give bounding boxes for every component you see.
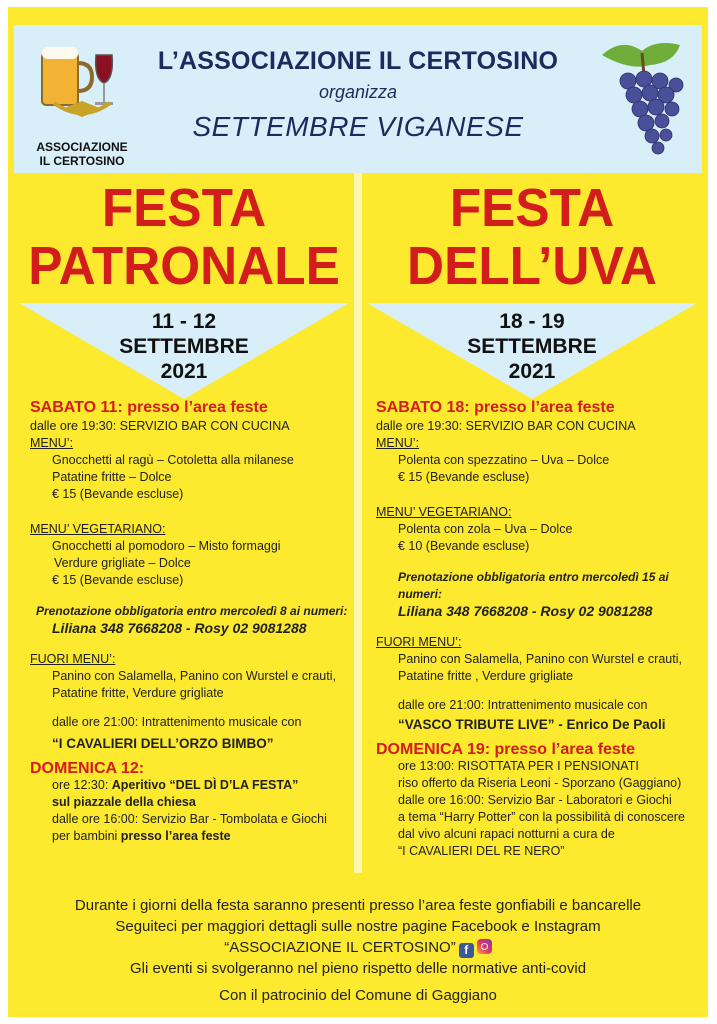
footer-line-social: Seguiteci per maggiori dettagli sulle nostre pagine Facebook e Instagram: [115, 918, 601, 935]
left-day2-aperitivo: Aperitivo “DEL DÌ D’LA FESTA”: [111, 778, 299, 792]
left-veg-item: Verdure grigliate – Dolce: [54, 556, 191, 570]
right-day2-riso: riso offerto da Riseria Leoni - Sporzano (Gaggiano): [398, 776, 682, 790]
header-band: [14, 25, 702, 173]
left-day2-heading: DOMENICA 12:: [30, 760, 145, 777]
left-festa-title: [23, 179, 346, 295]
left-fuori-item: Panino con Salamella, Panino con Wurstel e crauti,: [52, 669, 336, 683]
right-title-line2: DELL’UVA: [407, 236, 657, 296]
right-menu-label: MENU’:: [376, 436, 420, 450]
event-name: SETTEMBRE VIGANESE: [192, 111, 524, 142]
right-music-line: dalle ore 21:00: Intrattenimento musicale con: [398, 698, 648, 712]
left-date-month: SETTEMBRE: [119, 335, 249, 358]
right-reservation-note: Prenotazione obbligatoria entro mercoledì 15 ai numeri:: [398, 570, 669, 601]
right-day2-cavalieri: “I CAVALIERI DEL RE NERO”: [398, 844, 565, 858]
right-day2-risottata: ore 13:00: RISOTTATA PER I PENSIONATI: [398, 759, 639, 773]
right-fuori-menu-label: FUORI MENU’:: [376, 635, 462, 649]
footer-line-patrocinio: Con il patrocinio del Comune di Gaggiano: [219, 987, 497, 1004]
left-date-banner: [19, 303, 349, 399]
left-veg-item: Gnocchetti al pomodoro – Misto formaggi: [52, 539, 281, 553]
right-fuori-item: Patatine fritte , Verdure grigliate: [398, 669, 574, 683]
right-date-days: 18 - 19: [499, 310, 565, 333]
right-date-banner: [367, 303, 697, 399]
left-day1-bar: dalle ore 19:30: SERVIZIO BAR CON CUCINA: [30, 419, 290, 433]
organizza-text: organizza: [318, 82, 398, 102]
left-day2-kids: per bambini: [52, 829, 121, 843]
footer-line-covid: Gli eventi si svolgeranno nel pieno rispetto delle normative anti-covid: [129, 960, 587, 977]
left-title-line2: PATRONALE: [28, 236, 340, 296]
right-title-line1: FESTA: [449, 178, 615, 238]
right-music-band: “VASCO TRIBUTE LIVE”: [398, 717, 555, 732]
left-date-days: 11 - 12: [151, 310, 217, 333]
right-day1-heading: SABATO 18: presso l’area feste: [376, 399, 615, 416]
left-music-band: “I CAVALIERI DELL’ORZO BIMBO”: [52, 736, 274, 751]
left-reservation-phones: Liliana 348 7668208 - Rosy 02 9081288: [52, 620, 307, 636]
logo-text-line2: IL CERTOSINO: [39, 154, 125, 167]
poster: [8, 7, 708, 1017]
left-day2-location: sul piazzale della chiesa: [52, 795, 196, 809]
left-menu-price: € 15 (Bevande escluse): [52, 487, 184, 501]
right-reservation-phones: Liliana 348 7668208 - Rosy 02 9081288: [398, 603, 653, 619]
logo-text-line1: ASSOCIAZIONE: [36, 140, 128, 154]
right-day1-bar: dalle ore 19:30: SERVIZIO BAR CON CUCINA: [376, 419, 636, 433]
left-fuori-menu-label: FUORI MENU’:: [30, 652, 116, 666]
left-day2-area: presso l’area feste: [120, 829, 231, 843]
left-menu-label: MENU’:: [30, 436, 74, 450]
right-veg-item: Polenta con zola – Uva – Dolce: [398, 522, 573, 536]
right-day2-afternoon: dalle ore 16:00: Servizio Bar - Laboratori e Giochi: [398, 793, 672, 807]
left-program: [30, 399, 360, 845]
right-day2-rapaci: dal vivo alcuni rapaci notturni a cura de: [398, 827, 615, 841]
left-day2-afternoon: dalle ore 16:00: Servizio Bar - Tombolata e Giochi: [52, 812, 327, 826]
grapes-icon: [592, 35, 692, 163]
left-veg-price: € 15 (Bevande escluse): [52, 573, 184, 587]
right-music-artist: - Enrico De Paoli: [554, 717, 666, 732]
left-date-year: 2021: [160, 360, 208, 383]
footer-association-name: “ASSOCIAZIONE IL CERTOSINO”: [224, 939, 456, 956]
left-day2-time: ore 12:30:: [52, 778, 112, 792]
left-column: [14, 173, 354, 399]
left-menu-item: Patatine fritte – Dolce: [52, 470, 172, 484]
right-veg-price: € 10 (Bevande escluse): [398, 539, 530, 553]
left-music-line: dalle ore 21:00: Intrattenimento musicale con: [52, 715, 302, 729]
left-menu-item: Gnocchetti al ragù – Cotoletta alla milanese: [52, 453, 294, 467]
right-fuori-item: Panino con Salamella, Panino con Wurstel e crauti,: [398, 652, 682, 666]
right-column: [362, 173, 702, 399]
right-festa-title: [371, 179, 694, 295]
facebook-icon[interactable]: f: [459, 943, 474, 958]
right-date-year: 2021: [508, 360, 556, 383]
right-date-month: SETTEMBRE: [467, 335, 597, 358]
left-title-line1: FESTA: [101, 178, 267, 238]
right-menu-price: € 15 (Bevande escluse): [398, 470, 530, 484]
left-fuori-item: Patatine fritte, Verdure grigliate: [52, 686, 224, 700]
left-veg-label: MENU’ VEGETARIANO:: [30, 522, 166, 536]
footer: [8, 895, 708, 1006]
right-program: [376, 399, 706, 860]
association-title: L’ASSOCIAZIONE IL CERTOSINO: [157, 47, 559, 75]
instagram-icon[interactable]: [477, 939, 492, 954]
left-reservation-note: Prenotazione obbligatoria entro mercoledì 8 ai numeri:: [36, 604, 348, 618]
right-veg-label: MENU’ VEGETARIANO:: [376, 505, 512, 519]
left-day1-heading: SABATO 11: presso l’area feste: [30, 399, 268, 416]
footer-line-gonfiabili: Durante i giorni della festa saranno presenti presso l’area feste gonfiabili e bancarelle: [74, 897, 642, 914]
right-day2-harry-potter: a tema “Harry Potter” con la possibilità di conoscere: [398, 810, 685, 824]
right-day2-heading: DOMENICA 19: presso l’area feste: [376, 741, 636, 758]
right-menu-item: Polenta con spezzatino – Uva – Dolce: [398, 453, 610, 467]
